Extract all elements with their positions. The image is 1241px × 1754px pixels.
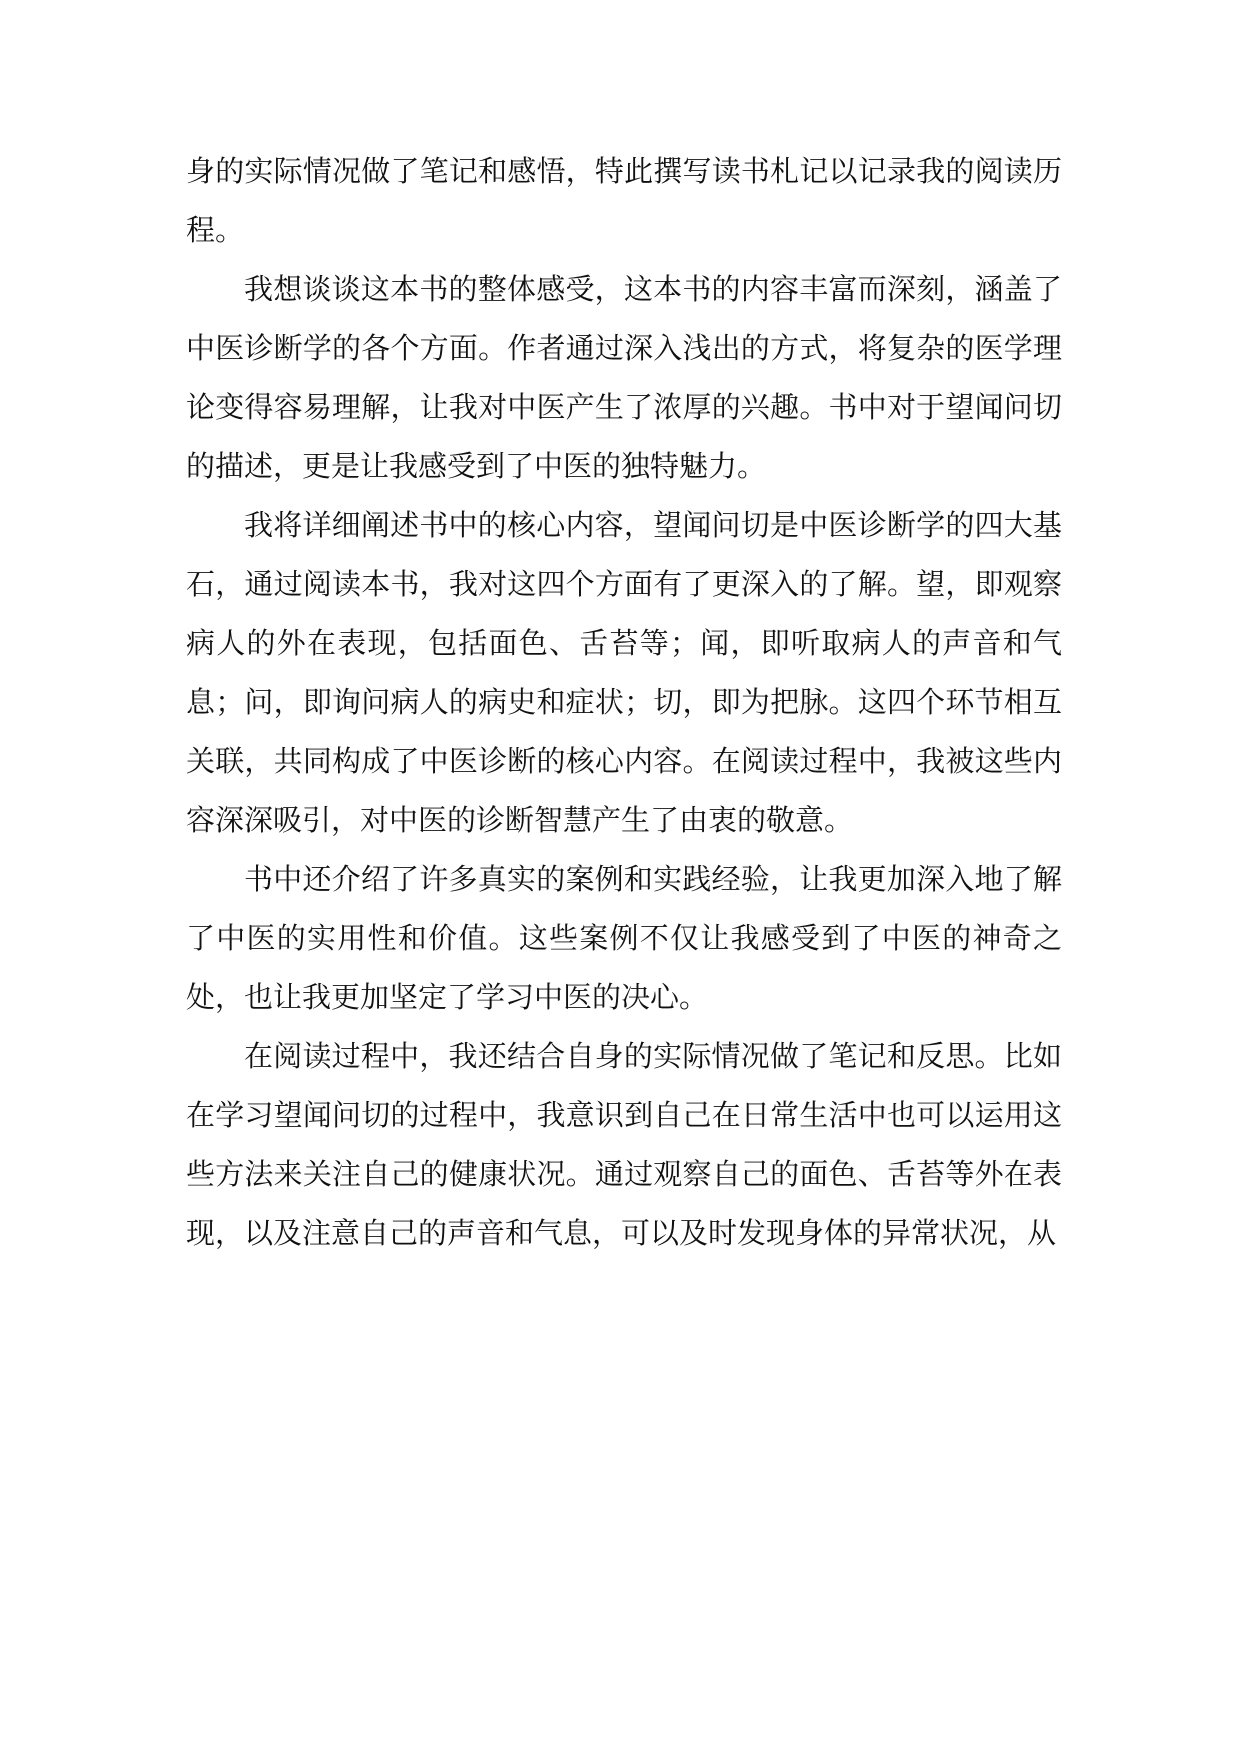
paragraph-2: 我想谈谈这本书的整体感受，这本书的内容丰富而深刻，涵盖了中医诊断学的各个方面。作者通过深入浅出的方式，将复杂的医学理论变得容易理解，让我对中医产生了浓厚的兴趣。书中对于望闻问切的描述，更是让我感受到了中医的独特魅力。 [186,272,1062,483]
paragraph-1: 身的实际情况做了笔记和感悟，特此撰写读书札记以记录我的阅读历程。 [186,154,1062,247]
paragraph-3: 我将详细阐述书中的核心内容，望闻问切是中医诊断学的四大基石，通过阅读本书，我对这四个方面有了更深入的了解。望，即观察病人的外在表现，包括面色、舌苔等；闻，即听取病人的声音和气息；问，即询问病人的病史和症状；切，即为把脉。这四个环节相互关联，共同构成了中医诊断的核心内容。在阅读过程中，我被这些内容深深吸引，对中医的诊断智慧产生了由衷的敬意。 [186,508,1062,837]
body-text [186,142,1062,1263]
paragraph-4: 书中还介绍了许多真实的案例和实践经验，让我更加深入地了解了中医的实用性和价值。这些案例不仅让我感受到了中医的神奇之处，也让我更加坚定了学习中医的决心。 [186,862,1062,1014]
paragraph-5: 在阅读过程中，我还结合自身的实际情况做了笔记和反思。比如在学习望闻问切的过程中，我意识到自己在日常生活中也可以运用这些方法来关注自己的健康状况。通过观察自己的面色、舌苔等外在表现，以及注意自己的声音和气息，可以及时发现身体的异常状况，从 [186,1039,1062,1250]
